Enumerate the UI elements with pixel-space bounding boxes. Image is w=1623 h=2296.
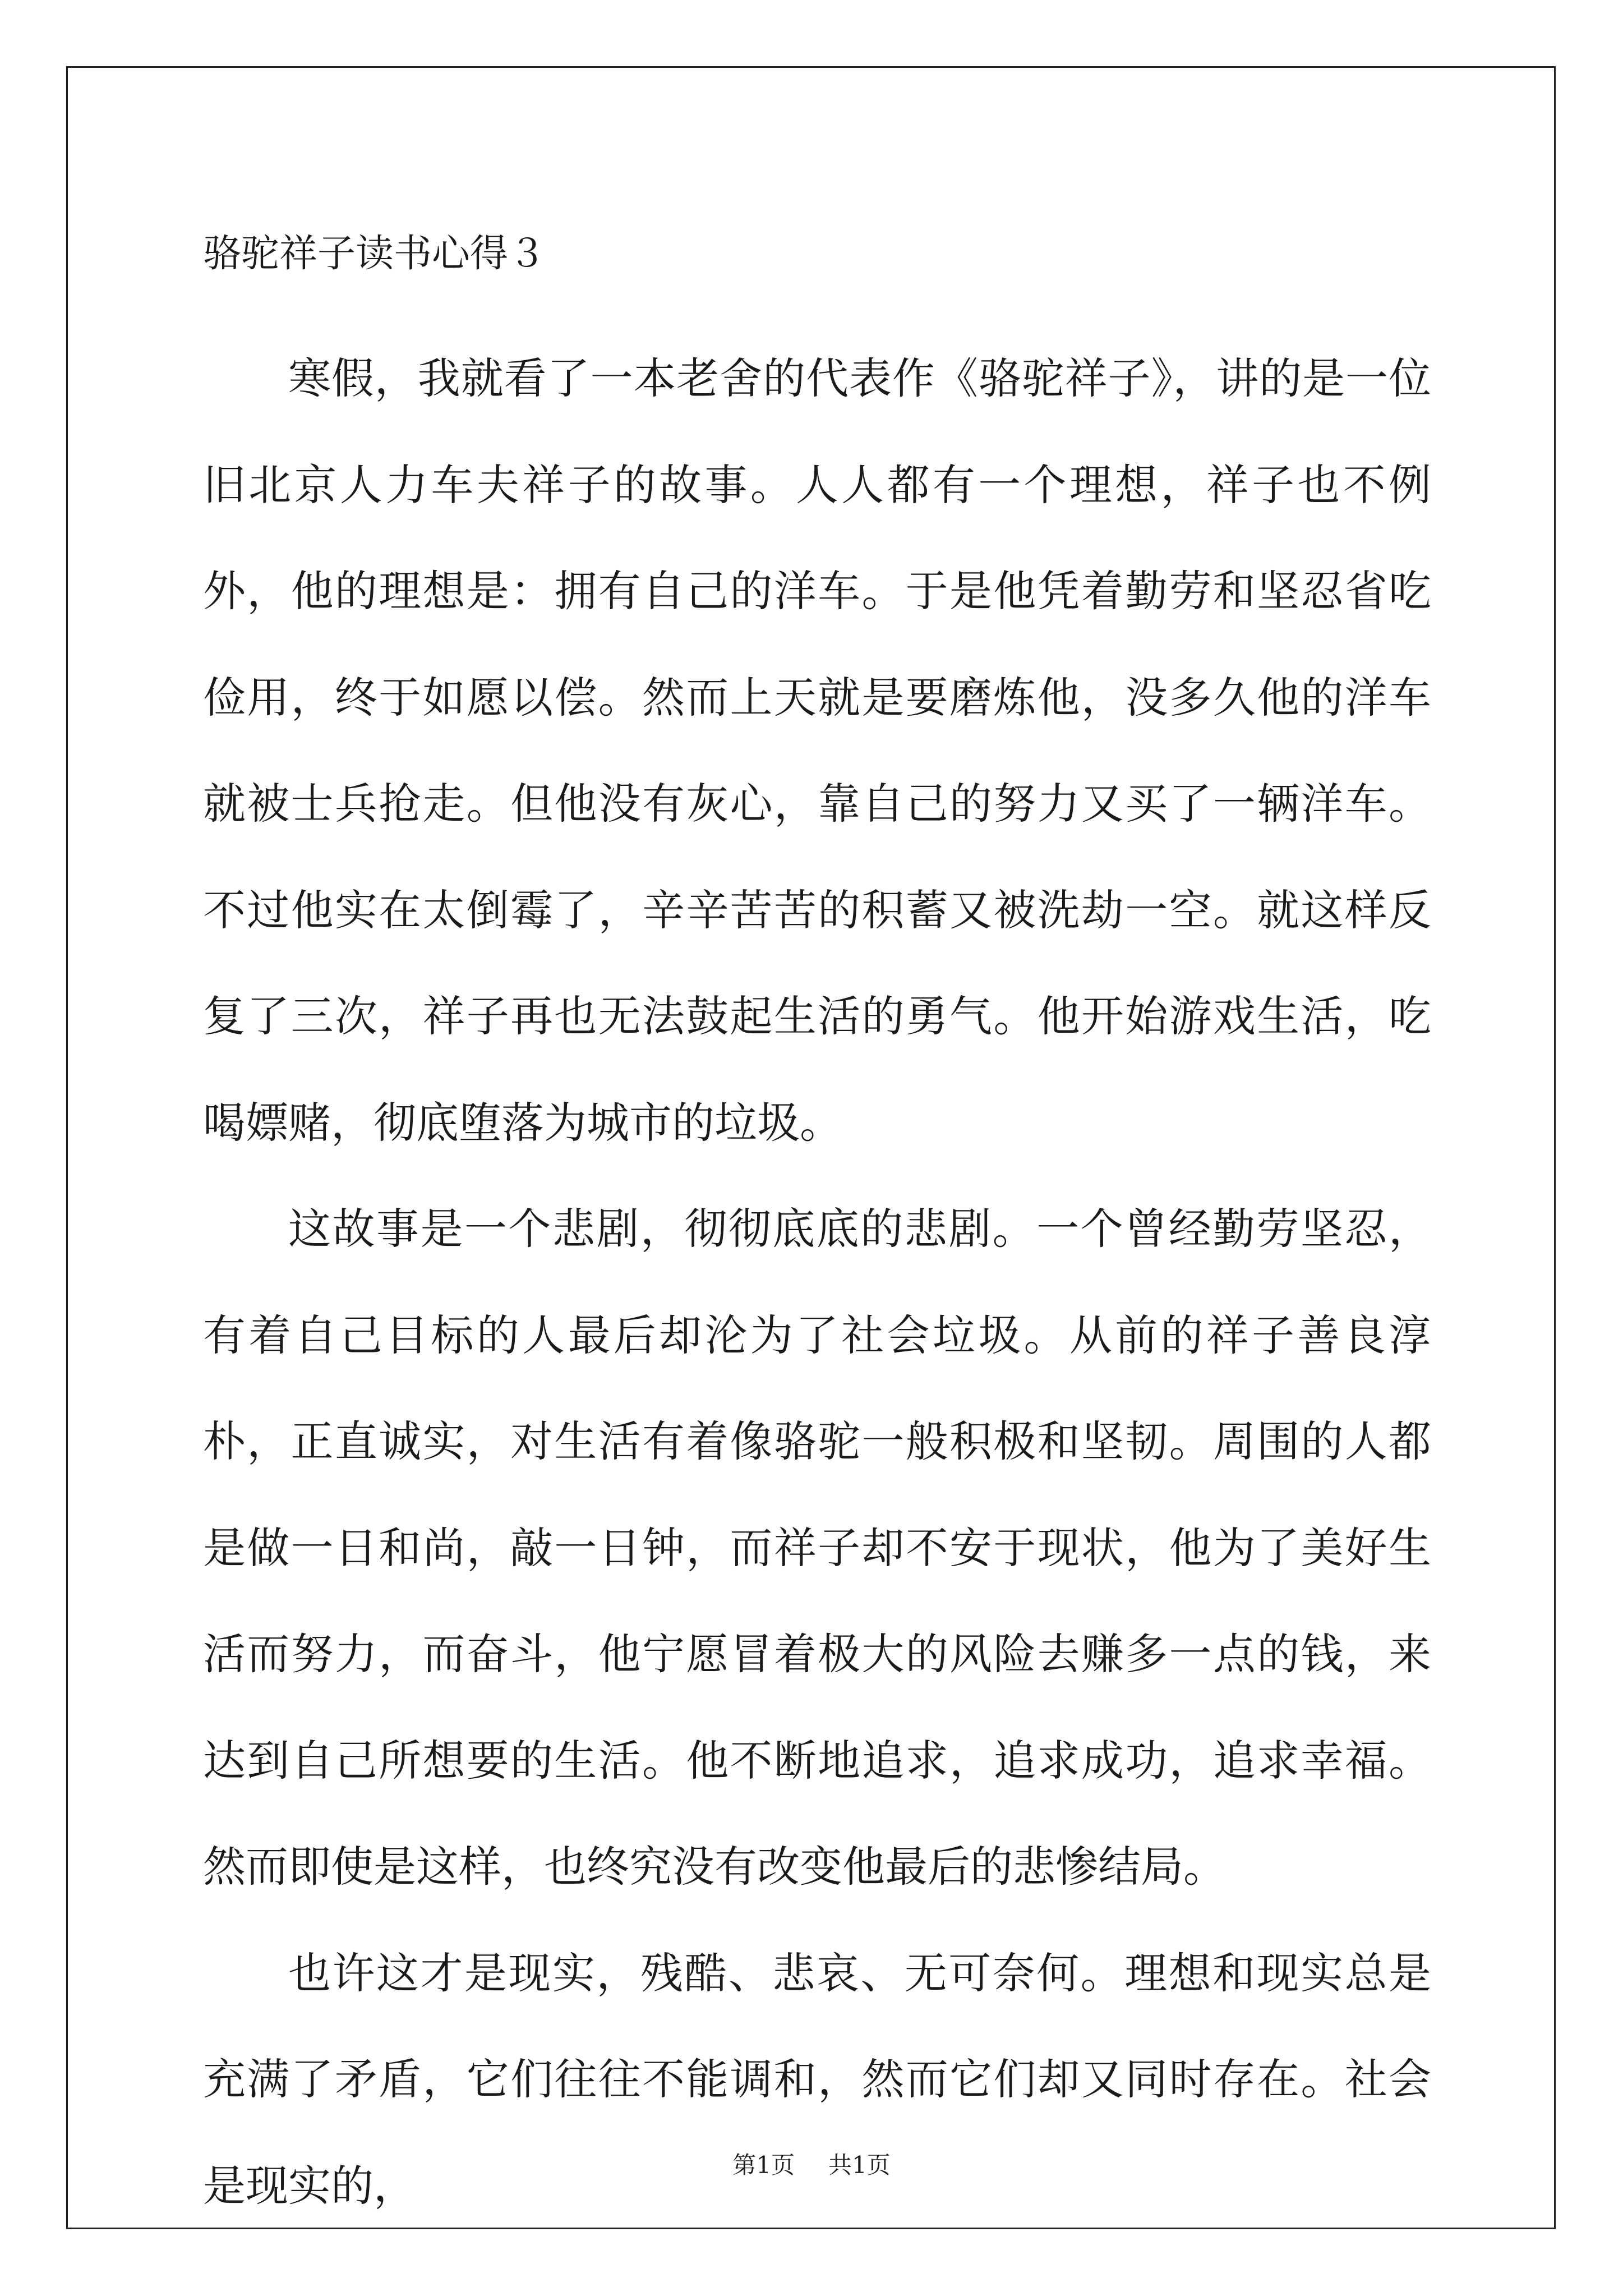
paragraph-2: 这故事是一个悲剧，彻彻底底的悲剧。一个曾经勤劳坚忍，有着自己目标的人最后却沦为了社会垃圾。从前的祥子善良淳朴，正直诚实，对生活有着像骆驼一般积极和坚韧。周围的人都是做一日和尚，敲一日钟，而祥子却不安于现状，他为了美好生活而努力，而奋斗，他宁愿冒着极大的风险去赚多一点的钱，来达到自己所想要的生活。他不断地追求，追求成功，追求幸福。然而即使是这样，也终究没有改变他最后的悲惨结局。	[203, 1204, 1431, 1892]
page-number: 第1页	[732, 2151, 795, 2179]
paragraph-1: 寒假，我就看了一本老舍的代表作《骆驼祥子》，讲的是一位旧北京人力车夫祥子的故事。人人都有一个理想，祥子也不例外，他的理想是：拥有自己的洋车。于是他凭着勤劳和坚忍省吃俭用，终于如愿以偿。然而上天就是要磨炼他，没多久他的洋车就被士兵抢走。但他没有灰心，靠自己的努力又买了一辆洋车。不过他实在太倒霉了，辛辛苦苦的积蓄又被洗劫一空。就这样反复了三次，祥子再也无法鼓起生活的勇气。他开始游戏生活，吃喝嫖赌，彻底堕落为城市的垃圾。	[203, 353, 1431, 1148]
paragraph-3: 也许这才是现实，残酷、悲哀、无可奈何。理想和现实总是充满了矛盾，它们往往不能调和，然而它们却又同时存在。社会是现实的，	[203, 1948, 1431, 2211]
page-total: 共1页	[828, 2151, 891, 2179]
document-title: 骆驼祥子读书心得３	[203, 232, 547, 276]
page-footer	[0, 2148, 1623, 2182]
document-body	[203, 325, 1431, 2239]
